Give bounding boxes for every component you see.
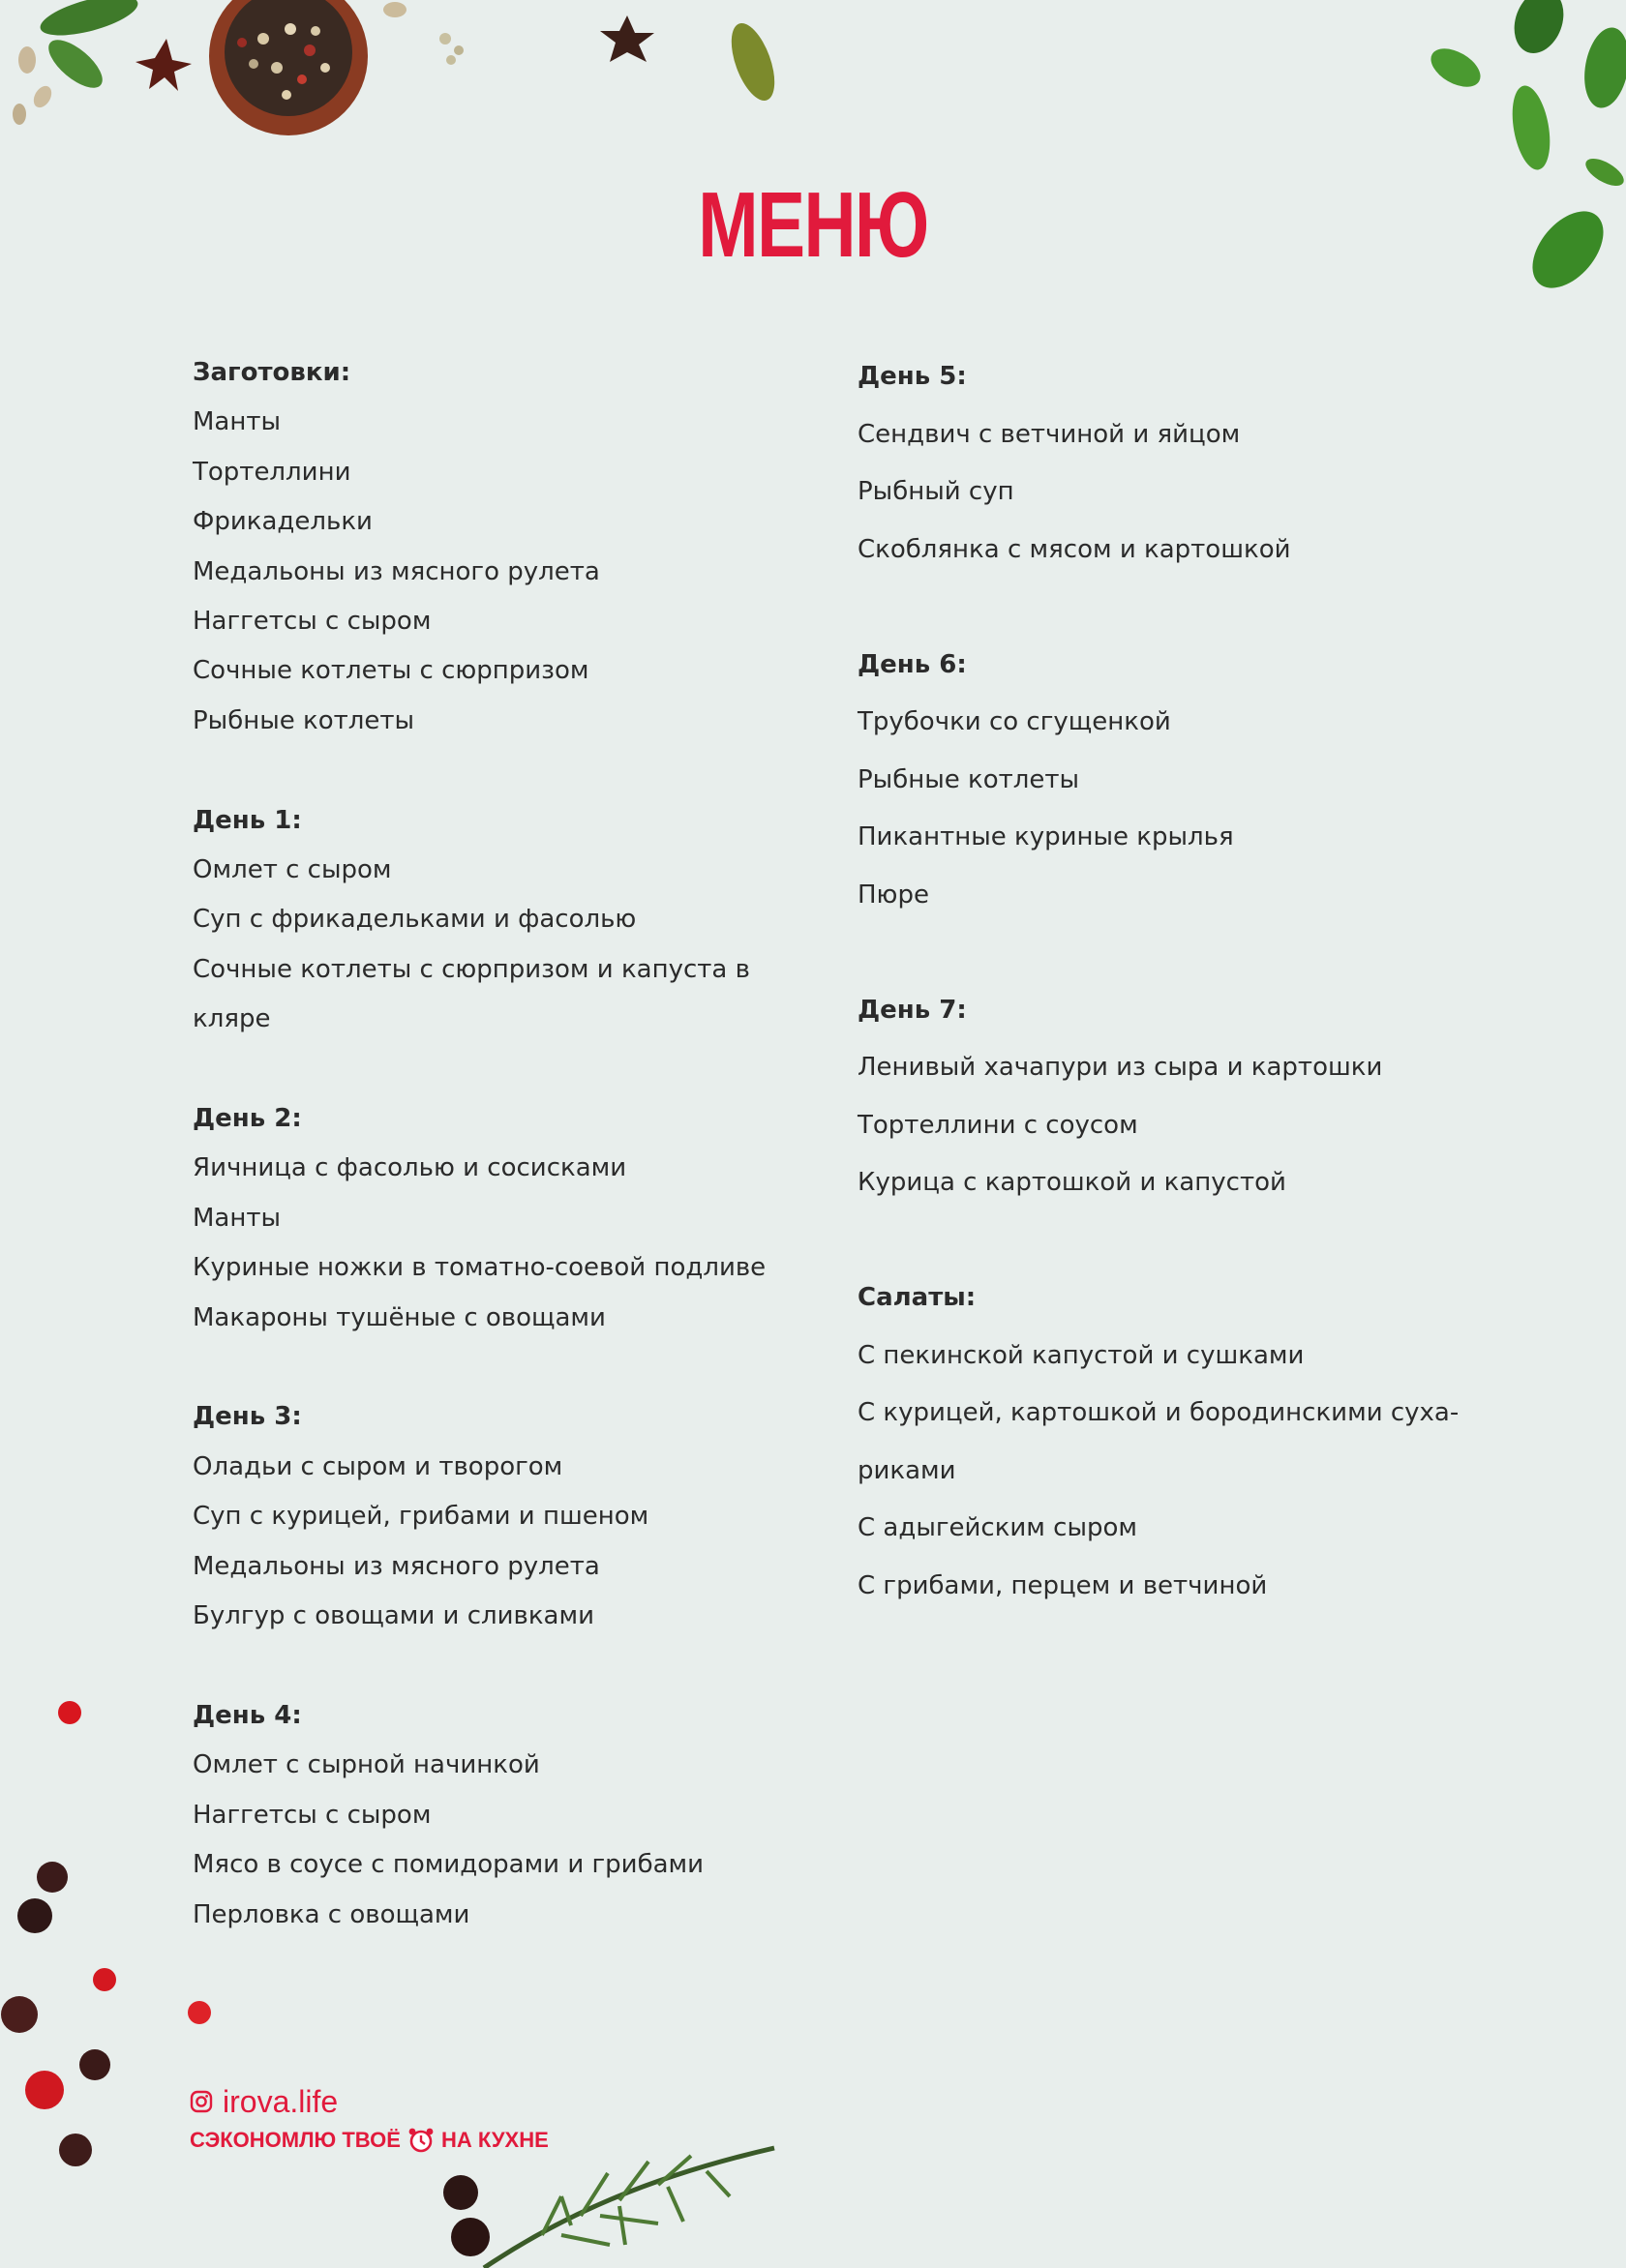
seed-decoration <box>18 46 36 74</box>
section-heading: День 4: <box>193 1700 302 1730</box>
menu-section-day-4 <box>193 1691 812 1940</box>
section-heading: День 2: <box>193 1104 302 1134</box>
menu-item: Омлет с сырной начинкой <box>193 1750 540 1780</box>
menu-item: Яичница с фасолью и сосисками <box>193 1153 627 1183</box>
menu-item: Медальоны из мясного рулета <box>193 556 600 586</box>
menu-item: Наггетсы с сыром <box>193 607 432 637</box>
menu-item: Мясо в соусе с помидорами и грибами <box>193 1850 705 1880</box>
menu-item: Трубочки со сгущенкой <box>858 707 1171 736</box>
menu-item: Омлет с сыром <box>193 855 392 885</box>
menu-section-day-5 <box>858 348 1477 579</box>
instagram-icon <box>190 2090 213 2113</box>
menu-item: риками <box>858 1455 956 1485</box>
instagram-handle[interactable] <box>190 2082 549 2121</box>
menu-item: С грибами, перцем и ветчиной <box>858 1570 1268 1600</box>
menu-section-preparations <box>193 348 812 746</box>
leaf-decoration <box>41 32 109 97</box>
menu-item: С пекинской капустой и сушками <box>858 1340 1305 1370</box>
menu-item: Рыбные котлеты <box>858 764 1080 794</box>
menu-section-day-6 <box>858 637 1477 925</box>
leaf-decoration <box>37 0 142 44</box>
menu-item: Перловка с овощами <box>193 1899 470 1929</box>
menu-item: Медальоны из мясного рулета <box>193 1551 600 1581</box>
instagram-handle-text: irova.life <box>223 2084 339 2119</box>
menu-item: Суп с курицей, грибами и пшеном <box>193 1502 649 1532</box>
menu-item: Рыбный суп <box>858 477 1014 506</box>
menu-item: Курица с картошкой и капустой <box>858 1168 1286 1197</box>
spices-top-left-decoration <box>0 0 794 145</box>
bay-leaf-decoration <box>723 17 784 105</box>
menu-item: Манты <box>193 407 282 437</box>
brand-footer <box>190 2082 549 2158</box>
menu-section-salads <box>858 1269 1477 1615</box>
menu-section-day-3 <box>193 1392 812 1641</box>
star-anise-icon <box>136 39 192 91</box>
seed-decoration <box>30 83 55 111</box>
menu-item: Манты <box>193 1203 282 1233</box>
menu-section-day-7 <box>858 982 1477 1212</box>
menu-item: Сочные котлеты с сюрпризом <box>193 656 589 686</box>
menu-section-day-1 <box>193 796 812 1045</box>
menu-item: Скоблянка с мясом и картошкой <box>858 534 1291 564</box>
tagline-part-2: НА КУХНЕ <box>440 2128 549 2152</box>
menu-item: Оладьи с сыром и творогом <box>193 1451 563 1481</box>
menu-item: Пюре <box>858 880 929 910</box>
menu-item: кляре <box>193 1004 271 1034</box>
menu-item: Сендвич с ветчиной и яйцом <box>858 419 1241 449</box>
menu-item: Куриные ножки в томатно-соевой подливе <box>193 1253 767 1283</box>
tagline-part-1: СЭКОНОМЛЮ ТВОЁ <box>190 2128 401 2152</box>
seed-decoration <box>13 104 26 125</box>
menu-item: Ленивый хачапури из сыра и картошки <box>858 1053 1383 1082</box>
menu-right-column <box>858 348 1477 1615</box>
menu-item: Тортеллини <box>193 457 351 487</box>
menu-item: Рыбные котлеты <box>193 705 415 735</box>
section-heading: День 5: <box>858 362 967 391</box>
menu-item: Пикантные куриные крылья <box>858 822 1234 851</box>
alarm-clock-icon <box>406 2126 436 2155</box>
menu-left-column <box>193 348 812 1940</box>
star-anise-icon <box>600 15 654 62</box>
section-heading: День 6: <box>858 649 967 679</box>
menu-item: Макароны тушёные с овощами <box>193 1302 606 1332</box>
menu-item: Тортеллини с соусом <box>858 1110 1138 1140</box>
menu-item: Сочные котлеты с сюрпризом и капуста в <box>193 954 750 984</box>
seed-decoration <box>383 2 406 17</box>
page-title: МЕНЮ <box>698 173 928 277</box>
menu-item: Булгур с овощами и сливками <box>193 1601 594 1631</box>
menu-item: Суп с фрикадельками и фасолью <box>193 905 637 935</box>
section-heading: День 3: <box>193 1402 302 1432</box>
menu-item: Наггетсы с сыром <box>193 1800 432 1830</box>
section-heading: Салаты: <box>858 1283 977 1312</box>
menu-item: С адыгейским сыром <box>858 1513 1138 1542</box>
menu-item: Фрикадельки <box>193 507 373 537</box>
brand-tagline <box>190 2123 549 2158</box>
menu-item: С курицей, картошкой и бородинскими суха- <box>858 1398 1460 1427</box>
section-heading: День 7: <box>858 995 967 1025</box>
section-heading: День 1: <box>193 805 302 835</box>
menu-section-day-2 <box>193 1094 812 1343</box>
section-heading: Заготовки: <box>193 358 351 387</box>
